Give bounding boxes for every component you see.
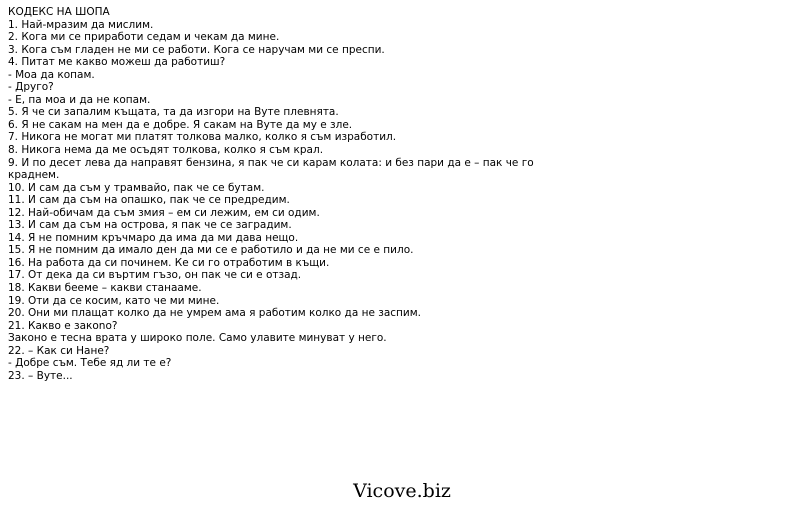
text-line: 13. И сам да съм на острова, я пак че се заградим. bbox=[8, 219, 292, 232]
text-line: 19. Оти да се косим, като че ми мине. bbox=[8, 294, 220, 307]
text-line: 12. Най-обичам да съм змия – ем си лежим, ем си одим. bbox=[8, 206, 320, 219]
text-line: 20. Они ми плащат колко да не умрем ама я работим колко да не заспим. bbox=[8, 307, 421, 320]
text-line: - Друго? bbox=[8, 81, 54, 94]
text-line: 1. Най-мразим да мислим. bbox=[8, 18, 154, 31]
text-line: - Е, па моа и да не копам. bbox=[8, 93, 151, 106]
text-line: 22. – Как си Нане? bbox=[8, 344, 110, 357]
text-block bbox=[8, 6, 568, 382]
text-line: 8. Никога нема да ме осъдят толкова, колко я съм крал. bbox=[8, 144, 324, 157]
document-title: КОДЕКС НА ШОПА bbox=[8, 6, 110, 18]
text-line: - Моа да копам. bbox=[8, 68, 95, 81]
text-line: 23. – Вуте... bbox=[8, 369, 73, 382]
text-line: 5. Я че си запалим къщата, та да изгори на Вуте плевнята. bbox=[8, 106, 339, 119]
text-line: 21. Какво е закono? bbox=[8, 319, 118, 332]
text-line: 7. Никога не могат ми платят толкова малко, колко я съм изработил. bbox=[8, 131, 397, 144]
text-line: 4. Питат ме какво можеш да работиш? bbox=[8, 56, 226, 69]
text-line: 6. Я не сакам на мен да е добре. Я сакам на Вуте да му е зле. bbox=[8, 118, 353, 131]
text-line: 17. От дека да си въртим гъзо, он пак че си е отзад. bbox=[8, 269, 302, 282]
line-list bbox=[8, 19, 568, 383]
site-footer: Vicove.biz bbox=[353, 480, 451, 502]
text-line: 9. И по десет лева да направят бензина, я пак че си карам колата: и без пари да е – пак че го краднем. bbox=[8, 156, 534, 182]
text-line: - Добре съм. Тебе яд ли те е? bbox=[8, 357, 172, 370]
text-line: Законо е тесна врата у широко поле. Само улавите минуват у него. bbox=[8, 332, 387, 345]
text-line: 11. И сам да съм на опашко, пак че се предредим. bbox=[8, 194, 290, 207]
text-line: 2. Кога ми се приработи седам и чекам да мине. bbox=[8, 31, 280, 44]
text-line: 14. Я не помним кръчмаро да има да ми дава нещо. bbox=[8, 231, 299, 244]
text-line: 3. Кога съм гладен не ми се работи. Кога се наручам ми се преспи. bbox=[8, 43, 385, 56]
text-line: 16. На работа да си починем. Ке си го отработим в къщи. bbox=[8, 256, 330, 269]
text-line: 18. Какви бееме – какви станааме. bbox=[8, 282, 202, 295]
text-line: 10. И сам да съм у трамвайо, пак че се бутам. bbox=[8, 181, 265, 194]
text-line: 15. Я не помним да имало ден да ми се е работило и да не ми се е пило. bbox=[8, 244, 414, 257]
